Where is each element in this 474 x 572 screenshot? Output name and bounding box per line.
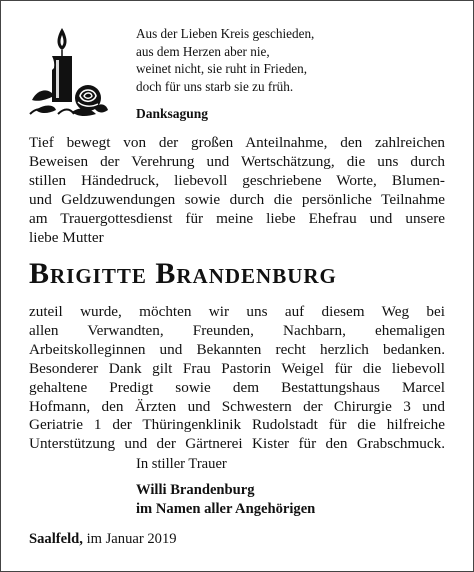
thanks-paragraph bbox=[29, 303, 445, 454]
date: im Januar 2019 bbox=[86, 531, 177, 547]
intro-line: am Trauergottesdienst für meine liebe Ehefrau und unsere bbox=[29, 209, 445, 227]
deceased-name: Brigitte Brandenburg bbox=[29, 257, 337, 290]
poem-line: aus dem Herzen aber nie, bbox=[136, 43, 270, 59]
thanks-line: allen Verwandten, Freunden, Nachbarn, ehemaligen bbox=[29, 321, 445, 339]
poem-line: Aus der Lieben Kreis geschieden, bbox=[136, 26, 315, 41]
poem-line: weinet nicht, sie ruht in Frieden, bbox=[136, 61, 308, 77]
thanks-line: Hofmann, den Ärzten und Schwestern der Chirurgie 3 und bbox=[29, 397, 445, 415]
thanks-title: Danksagung bbox=[136, 106, 209, 121]
intro-line: und Geldzuwendungen sowie durch die persönliche Teilnahme bbox=[29, 190, 445, 208]
intro-line: Beweisen der Verehrung und Wertschätzung, die uns durch bbox=[29, 152, 445, 170]
place: Saalfeld, bbox=[29, 531, 83, 547]
thanks-line: Unterstützung und der Gärtnerei Kister für den Grabschmuck. bbox=[29, 435, 445, 453]
intro-line: liebe Mutter bbox=[29, 228, 104, 246]
thanks-line: gehaltene Predigt sowie dem Bestattungshaus Marcel bbox=[29, 378, 445, 396]
signer-name: Willi Brandenburg bbox=[136, 482, 255, 498]
intro-line: stillen Händedruck, liebevoll geschriebene Worte, Blumen- bbox=[29, 171, 445, 189]
thanks-line: Arbeitskolleginnen und Bekannten recht herzlich bedanken. bbox=[29, 340, 445, 358]
thanks-line: Besonderer Dank gilt Frau Pastorin Weigel für die liebevoll bbox=[29, 359, 445, 377]
poem bbox=[136, 25, 314, 95]
thanks-line: Geriatrie 1 der Thüringenklinik Rudolstadt für die hilfreiche bbox=[29, 416, 445, 434]
place-date bbox=[29, 531, 177, 548]
candle-with-roses-icon bbox=[28, 26, 108, 118]
intro-line: Tief bewegt von der großen Anteilnahme, den zahlreichen bbox=[29, 134, 445, 151]
intro-paragraph bbox=[29, 134, 445, 247]
signer-note: im Namen aller Angehörigen bbox=[136, 501, 316, 517]
thanks-line: zuteil wurde, möchten wir uns auf diesem Weg bei bbox=[29, 303, 445, 320]
signer-block bbox=[136, 481, 315, 519]
mourning-phrase: In stiller Trauer bbox=[136, 456, 227, 472]
poem-line: doch für uns starb sie zu früh. bbox=[136, 78, 294, 94]
